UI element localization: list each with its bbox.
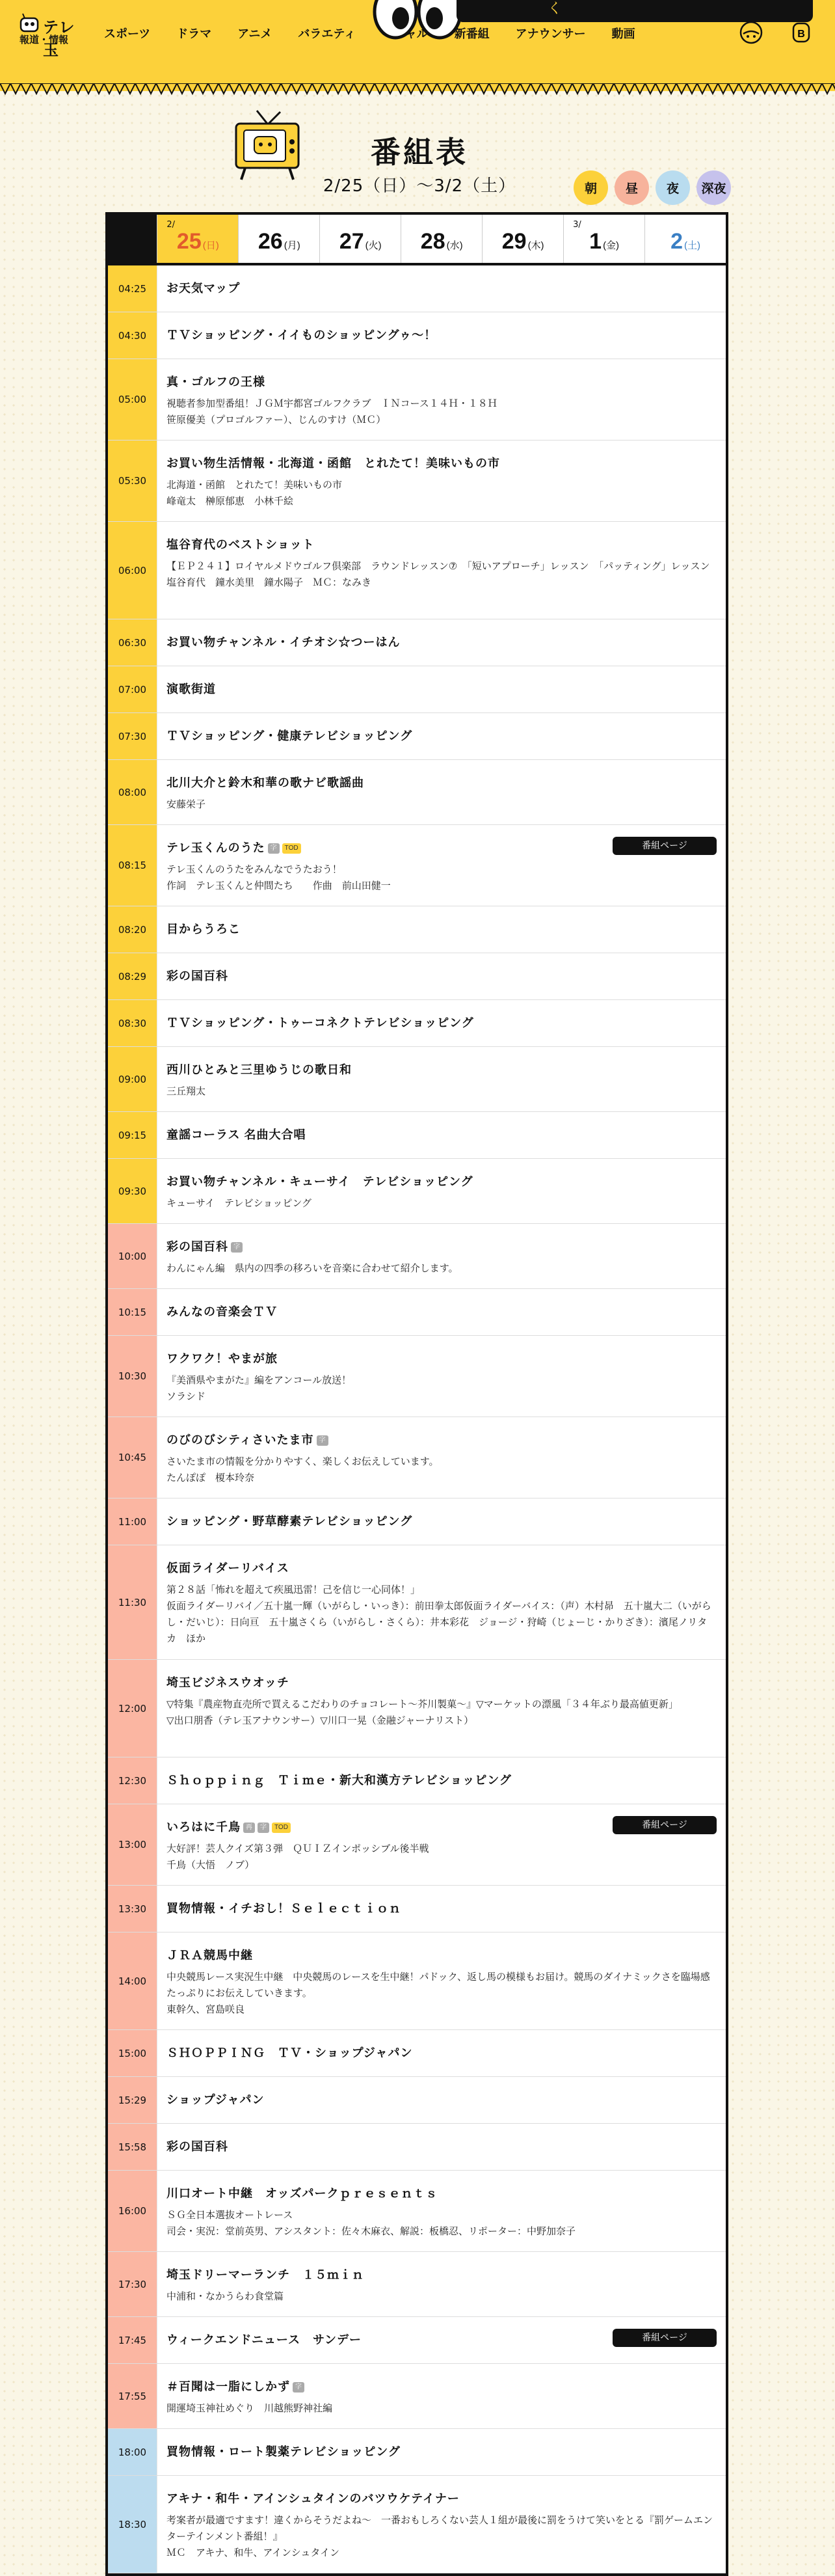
- day-tab[interactable]: [238, 215, 319, 263]
- program-time: 07:30: [108, 713, 157, 759]
- program-row[interactable]: [108, 2077, 726, 2124]
- program-title[interactable]: [166, 1513, 717, 1530]
- program-description-line: ＭＣ アキナ、和牛、アインシュタイン: [166, 2547, 340, 2558]
- program-title[interactable]: [166, 2378, 717, 2395]
- program-title-text[interactable]: 塩谷育代のベストショット: [166, 538, 315, 551]
- day-tab[interactable]: [644, 215, 726, 263]
- program-time: 09:00: [108, 1047, 157, 1111]
- day-tab[interactable]: [401, 215, 482, 263]
- program-title[interactable]: [166, 1061, 717, 1078]
- program-time: 12:30: [108, 1757, 157, 1804]
- program-title-text[interactable]: 童謡コーラス 名曲大合唱: [166, 1128, 306, 1141]
- program-description: [166, 1195, 717, 1212]
- program-info: [157, 2476, 726, 2573]
- program-description-line: 視聴者参加型番組！ＪＧＭ宇都宮ゴルフクラブ ＩＮコース１４Ｈ・１８Ｈ: [166, 398, 497, 409]
- program-info: [157, 2364, 726, 2428]
- program-title-text[interactable]: 彩の国百科: [166, 1240, 228, 1253]
- program-badge: TOD: [282, 843, 301, 854]
- program-info: [157, 2030, 726, 2076]
- program-title-text[interactable]: お天気マップ: [166, 282, 241, 295]
- program-title-text[interactable]: ショッピング・野草酵素テレビショッピング: [166, 1515, 413, 1528]
- nav-item[interactable]: 新番組: [454, 27, 490, 40]
- program-description-line: 【ＥＰ２４１】ロイヤルメドウゴルフ倶楽部 ラウンドレッスン⑦ 「短いアプローチ」レッスン 「パッティング」レッスン: [166, 560, 710, 572]
- program-description: [166, 1969, 717, 2018]
- program-title[interactable]: [166, 280, 717, 297]
- day-tab-weekday: (水): [446, 240, 463, 251]
- program-description-line: 千鳥（大悟 ノブ）: [166, 1859, 255, 1871]
- program-title-text[interactable]: 買物情報・ロート製薬テレビショッピング: [166, 2445, 401, 2458]
- program-title-text[interactable]: ショップジャパン: [166, 2093, 265, 2106]
- program-title-text[interactable]: ＴＶショッピング・健康テレビショッピング: [166, 729, 413, 742]
- program-row[interactable]: [108, 2364, 726, 2429]
- day-tab-day: 29: [501, 229, 527, 254]
- program-info: [157, 953, 726, 999]
- program-time: 08:30: [108, 1000, 157, 1046]
- program-row[interactable]: [108, 1932, 726, 2030]
- program-row[interactable]: [108, 760, 726, 825]
- pill-prev-label[interactable]: く: [548, 1, 563, 17]
- program-description-line: さいたま市の情報を分かりやすく、楽しくお伝えしています。: [166, 1456, 439, 1467]
- header-zigzag-edge: [0, 83, 835, 99]
- program-time: 12:00: [108, 1660, 157, 1757]
- program-time: 15:29: [108, 2077, 157, 2123]
- program-description-line: ▽特集『農産物直売所で買えるこだわりのチョコレート〜芥川製菓〜』▽マーケットの漂風「３４年ぶり最高値更新」: [166, 1698, 678, 1710]
- program-title-text[interactable]: いろはに千鳥: [166, 1821, 241, 1834]
- program-info: [157, 1417, 726, 1498]
- program-time: 06:30: [108, 619, 157, 666]
- header-date-pill[interactable]: [457, 0, 813, 22]
- program-title[interactable]: [166, 327, 717, 344]
- program-description: [166, 558, 717, 591]
- program-title-text[interactable]: お買い物生活情報・北海道・函館 とれたて！美味いもの市: [166, 457, 500, 470]
- program-title[interactable]: [166, 1947, 717, 1964]
- program-time: 17:45: [108, 2317, 157, 2363]
- day-tab-weekday: (土): [684, 240, 701, 251]
- program-list: [108, 265, 726, 2573]
- program-title-text[interactable]: ＪＲＡ競馬中継: [166, 1949, 253, 1962]
- program-info: [157, 1757, 726, 1804]
- program-info: [157, 760, 726, 824]
- program-description-line: 北海道・函館 とれたて！美味いもの市: [166, 479, 343, 491]
- program-row[interactable]: [108, 1336, 726, 1417]
- program-row[interactable]: [108, 312, 726, 359]
- program-info: [157, 1932, 726, 2029]
- program-title-text[interactable]: 真・ゴルフの王様: [166, 375, 265, 388]
- program-title[interactable]: [166, 1560, 717, 1577]
- program-info: [157, 1660, 726, 1757]
- day-tab-date: [645, 229, 726, 254]
- day-tab-month: 3/: [573, 220, 581, 230]
- program-info: [157, 1336, 726, 1417]
- day-tab-weekday: (木): [527, 240, 544, 251]
- program-badge: 字: [317, 1435, 328, 1446]
- time-of-day-button[interactable]: 昼: [615, 170, 649, 205]
- program-description-line: 司会・実況：堂前英男、アシスタント：佐々木麻衣、解説：板橋忍、リポーター：中野加奈子: [166, 2225, 576, 2237]
- nav-item[interactable]: 動画: [611, 27, 635, 40]
- program-time: 05:30: [108, 441, 157, 521]
- program-title[interactable]: [166, 634, 717, 651]
- program-title-text[interactable]: 買物情報・イチおし！Ｓｅｌｅｃｔｉｏｎ: [166, 1902, 401, 1915]
- program-row[interactable]: [108, 1886, 726, 1932]
- program-description: [166, 1372, 717, 1405]
- day-tab-weekday: (金): [603, 240, 620, 251]
- mascot-face-icon[interactable]: [738, 20, 764, 46]
- program-info: [157, 1000, 726, 1046]
- program-page-button[interactable]: 番組ページ: [613, 2329, 717, 2347]
- date-range: 2/25（日）〜3/2（土）: [323, 176, 516, 196]
- day-tab-date: [401, 229, 482, 254]
- program-time: 17:55: [108, 2364, 157, 2428]
- day-tab-date: [320, 229, 401, 254]
- program-time: 14:00: [108, 1932, 157, 2029]
- program-description: [166, 396, 717, 428]
- site-header: [0, 0, 835, 91]
- program-description-line: ▽出口朋香（テレ玉アナウンサー）▽川口一晃（金融ジャーナリスト）: [166, 1715, 474, 1726]
- program-info: [157, 1498, 726, 1545]
- day-tab[interactable]: [319, 215, 401, 263]
- day-tab-month: 2/: [166, 220, 176, 230]
- program-title-text[interactable]: 西川ひとみと三里ゆうじの歌日和: [166, 1063, 352, 1076]
- program-info: [157, 1289, 726, 1335]
- program-row[interactable]: [108, 522, 726, 619]
- day-tab-day: 1: [589, 229, 602, 254]
- program-description-line: 『美酒県やまがた』編をアンコール放送！: [166, 1374, 352, 1386]
- program-badge: 字: [293, 2382, 304, 2393]
- program-title[interactable]: [166, 681, 717, 698]
- program-description-line: テレ玉くんのうたをみんなでうたおう！: [166, 863, 342, 875]
- program-description-line: キューサイ テレビショッピング: [166, 1197, 312, 1209]
- program-title-text[interactable]: ＴＶショッピング・トゥーコネクトテレビショッピング: [166, 1016, 474, 1029]
- program-info: [157, 1224, 726, 1288]
- program-title[interactable]: [166, 774, 717, 791]
- program-title[interactable]: [166, 536, 717, 553]
- program-description-line: 開運埼玉神社めぐり 川越熊野神社編: [166, 2402, 333, 2414]
- program-time: 15:58: [108, 2124, 157, 2170]
- program-info: [157, 359, 726, 440]
- program-page-button[interactable]: 番組ページ: [613, 837, 717, 855]
- program-title[interactable]: [166, 1772, 717, 1789]
- program-info: [157, 2317, 726, 2363]
- program-title[interactable]: [166, 968, 717, 984]
- time-of-day-button[interactable]: 深夜: [696, 170, 731, 205]
- program-time: 08:29: [108, 953, 157, 999]
- program-badge: TOD: [272, 1823, 291, 1833]
- program-description: [166, 1841, 717, 1873]
- program-time: 16:00: [108, 2171, 157, 2251]
- program-time: 09:15: [108, 1112, 157, 1158]
- program-description-line: 作詞 テレ玉くんと仲間たち 作曲 前山田健一: [166, 880, 391, 891]
- program-title-text[interactable]: ＃百聞は一脂にしかず: [166, 2380, 290, 2393]
- program-description-line: 峰竜太 榊原郁恵 小林千絵: [166, 495, 294, 507]
- program-title[interactable]: [166, 727, 717, 744]
- program-title-text[interactable]: 彩の国百科: [166, 2140, 228, 2153]
- nav-item[interactable]: ドラマ: [176, 27, 212, 40]
- program-row[interactable]: [108, 2124, 726, 2171]
- program-description-line: 三丘翔太: [166, 1085, 206, 1097]
- program-time: 13:00: [108, 1804, 157, 1885]
- program-row[interactable]: [108, 441, 726, 522]
- program-description-line: 塩谷育代 鐘水美里 鐘水陽子 ＭＣ：なみき: [166, 576, 372, 588]
- program-row[interactable]: [108, 1804, 726, 1886]
- program-title-text[interactable]: ＴＶショッピング・イイものショッピングゥ〜！: [166, 329, 437, 342]
- program-time: 13:30: [108, 1886, 157, 1932]
- program-title[interactable]: [166, 2443, 717, 2460]
- program-info: [157, 825, 726, 906]
- program-info: [157, 2124, 726, 2170]
- program-row[interactable]: [108, 953, 726, 1000]
- program-row[interactable]: [108, 666, 726, 713]
- program-row[interactable]: [108, 265, 726, 312]
- program-row[interactable]: [108, 906, 726, 953]
- day-tab[interactable]: [482, 215, 563, 263]
- program-info: [157, 312, 726, 359]
- program-description: [166, 1260, 717, 1277]
- program-info: [157, 1886, 726, 1932]
- program-description: [166, 1454, 717, 1486]
- program-row[interactable]: [108, 1417, 726, 1498]
- program-description: [166, 2207, 717, 2240]
- time-of-day-button[interactable]: 夜: [656, 170, 690, 205]
- logo-mascot-icon: [18, 13, 40, 34]
- program-row[interactable]: [108, 1159, 726, 1224]
- program-time: 04:25: [108, 265, 157, 312]
- program-row[interactable]: [108, 1224, 726, 1289]
- nav-item[interactable]: アニメ: [237, 27, 272, 40]
- program-title[interactable]: [166, 373, 717, 390]
- program-time: 09:30: [108, 1159, 157, 1223]
- day-tab-day: 27: [339, 229, 364, 254]
- program-title-text[interactable]: 仮面ライダーリバイス: [166, 1562, 289, 1575]
- program-title[interactable]: [166, 455, 717, 472]
- program-title-text[interactable]: テレ玉くんのうた: [166, 841, 265, 854]
- program-description: [166, 1582, 717, 1647]
- program-row[interactable]: [108, 1660, 726, 1757]
- program-title-text[interactable]: アキナ・和牛・アインシュタインのバツウケテイナー: [166, 2492, 460, 2505]
- program-description-line: ＳＧ全日本選抜オートレース: [166, 2209, 293, 2221]
- program-description-line: 中央競馬レース実況生中継 中央競馬のレースを生中継！パドック、返し馬の模様もお届け。競馬のダイナミックさを臨場感たっぷりにお伝えしていきます。: [166, 1971, 710, 1999]
- day-tab-weekday: (日): [202, 240, 219, 251]
- program-row[interactable]: [108, 2030, 726, 2077]
- program-description: [166, 2400, 717, 2417]
- day-tab-day: 2: [670, 229, 683, 254]
- program-title-text[interactable]: お買い物チャンネル・イチオシ☆つーはん: [166, 636, 401, 649]
- program-time: 11:00: [108, 1498, 157, 1545]
- program-info: [157, 1545, 726, 1659]
- program-title-text[interactable]: ＳＨＯＰＰＩＮＧ ＴＶ・ショップジャパン: [166, 2046, 413, 2059]
- program-title[interactable]: [166, 2044, 717, 2061]
- program-description-line: 仮面ライダーリバイ／五十嵐一輝（いがらし・いっき）：前田拳太郎仮面ライダーバイス：（声）木村昴 五十嵐大二（いがらし・だいじ）：日向亘 五十嵐さくら（いがらし・さくら）：井本彩花 ジョージ・狩崎（じょーじ・かりざき）：濱尾ノリタカ ほか: [166, 1600, 711, 1644]
- program-info: [157, 906, 726, 953]
- svg-text:B: B: [797, 29, 805, 40]
- program-row[interactable]: [108, 359, 726, 441]
- program-title-text[interactable]: ワクワク！やまが旅: [166, 1352, 278, 1365]
- program-info: [157, 2077, 726, 2123]
- logo-text: テレ玉: [43, 19, 75, 59]
- program-info: [157, 522, 726, 619]
- program-title[interactable]: [166, 1238, 717, 1255]
- program-time: 08:15: [108, 825, 157, 906]
- program-row[interactable]: [108, 2252, 726, 2317]
- character-icon[interactable]: [788, 20, 814, 46]
- tv-illustration-icon: [231, 109, 309, 182]
- program-row[interactable]: [108, 2317, 726, 2364]
- program-time: 10:00: [108, 1224, 157, 1288]
- program-info: [157, 1047, 726, 1111]
- program-time: 17:30: [108, 2252, 157, 2316]
- program-description: [166, 1083, 717, 1100]
- day-tab-weekday: (月): [284, 240, 300, 251]
- program-row[interactable]: [108, 1000, 726, 1047]
- day-tab-day: 28: [420, 229, 445, 254]
- program-time: 18:30: [108, 2476, 157, 2573]
- program-time: 07:00: [108, 666, 157, 712]
- program-info: [157, 666, 726, 712]
- program-description: [166, 861, 717, 894]
- nav-item[interactable]: アナウンサー: [515, 27, 586, 40]
- program-info: [157, 2429, 726, 2475]
- program-title[interactable]: [166, 2091, 717, 2108]
- program-description-line: ソラシド: [166, 1390, 206, 1402]
- day-tab-date: [564, 229, 644, 254]
- program-title-text[interactable]: 埼玉ドリーマーランチ １５ｍｉｎ: [166, 2268, 364, 2281]
- program-title-text[interactable]: 北川大介と鈴木和華の歌ナビ歌謡曲: [166, 776, 364, 789]
- program-row[interactable]: [108, 825, 726, 906]
- program-row[interactable]: [108, 1498, 726, 1545]
- program-title[interactable]: [166, 1350, 717, 1367]
- program-row[interactable]: [108, 1112, 726, 1159]
- program-badge: 字: [268, 843, 280, 854]
- program-info: [157, 441, 726, 521]
- program-info: [157, 265, 726, 312]
- program-time: 11:30: [108, 1545, 157, 1659]
- program-description: [166, 2512, 717, 2561]
- program-time: 04:30: [108, 312, 157, 359]
- program-row[interactable]: [108, 619, 726, 666]
- program-info: [157, 1159, 726, 1223]
- program-title-text[interactable]: ウィークエンドニュース サンデー: [166, 2333, 362, 2346]
- day-tab-day: 25: [176, 229, 202, 254]
- program-description-line: 大好評！芸人クイズ第３弾 ＱＵＩＺインポッシブル後半戦: [166, 1843, 429, 1854]
- program-info: [157, 1804, 726, 1885]
- program-title-text[interactable]: お買い物チャンネル・キューサイ テレビショッピング: [166, 1175, 473, 1188]
- program-title-text[interactable]: Ｓｈｏｐｐｉｎｇ Ｔｉｍｅ・新大和漢方テレビショッピング: [166, 1774, 512, 1787]
- program-title[interactable]: [166, 2185, 717, 2202]
- day-tab-date: [239, 229, 319, 254]
- program-title[interactable]: [166, 2266, 717, 2283]
- program-title[interactable]: [166, 1014, 717, 1031]
- program-title[interactable]: [166, 2138, 717, 2155]
- program-title[interactable]: [166, 1900, 717, 1917]
- program-time: 10:45: [108, 1417, 157, 1498]
- program-title[interactable]: [166, 1126, 717, 1143]
- program-badge: 字: [231, 1242, 243, 1253]
- program-title-text[interactable]: 彩の国百科: [166, 969, 228, 983]
- time-of-day-filter: [574, 170, 731, 205]
- day-tab[interactable]: [563, 215, 644, 263]
- site-logo[interactable]: [14, 13, 91, 59]
- page-title: 番組表: [371, 135, 468, 169]
- day-tab-date: [483, 229, 563, 254]
- nav-item[interactable]: スポーツ: [104, 27, 151, 40]
- day-tabs-corner: [108, 215, 157, 263]
- program-row[interactable]: [108, 713, 726, 760]
- program-description-line: 考案者が最適ですます！違くからそうだよね〜 一番おもしろくない芸人１組が最後に罰をうけて笑いをとる『罰ゲームエンターテインメント番組！』: [166, 2514, 713, 2542]
- program-title-text[interactable]: 演歌街道: [166, 683, 216, 696]
- program-info: [157, 619, 726, 666]
- program-title[interactable]: [166, 921, 717, 938]
- program-description: [166, 2288, 717, 2305]
- program-title[interactable]: [166, 1431, 717, 1448]
- program-description-line: 東幹久、宮島咲良: [166, 2003, 245, 2015]
- program-time: 05:00: [108, 359, 157, 440]
- program-info: [157, 2171, 726, 2251]
- program-title-text[interactable]: 川口オート中継 オッズパークｐｒｅｓｅｎｔｓ: [166, 2187, 438, 2200]
- day-tab-day: 26: [258, 229, 283, 254]
- program-title[interactable]: [166, 1173, 717, 1190]
- program-description-line: 安藤栄子: [166, 798, 206, 810]
- program-title-text[interactable]: 目からうろこ: [166, 923, 241, 936]
- program-time: 10:30: [108, 1336, 157, 1417]
- program-description-line: 第２８話「怖れを超えて疾風迅雷！己を信じ一心同体！」: [166, 1584, 421, 1595]
- program-time: 08:20: [108, 906, 157, 953]
- program-description: [166, 477, 717, 509]
- program-description-line: たんぽぽ 榎本玲奈: [166, 1472, 255, 1484]
- program-description: [166, 796, 717, 813]
- program-time: 10:15: [108, 1289, 157, 1335]
- program-page-button[interactable]: 番組ページ: [613, 1816, 717, 1834]
- program-row[interactable]: [108, 1757, 726, 1804]
- program-info: [157, 2252, 726, 2316]
- program-title-text[interactable]: みんなの音楽会ＴＶ: [166, 1305, 278, 1318]
- mascot-eyes-icon: [372, 0, 463, 40]
- program-row[interactable]: [108, 2429, 726, 2476]
- program-badge: 字: [258, 1823, 269, 1833]
- program-time: 15:00: [108, 2030, 157, 2076]
- program-info: [157, 713, 726, 759]
- program-description-line: 笹原優美（プロゴルファー）、じんのすけ（ＭＣ）: [166, 414, 386, 426]
- program-row[interactable]: [108, 2476, 726, 2573]
- program-title[interactable]: [166, 1303, 717, 1320]
- day-tab-weekday: (火): [365, 240, 382, 251]
- time-of-day-button[interactable]: 朝: [574, 170, 608, 205]
- program-row[interactable]: [108, 1047, 726, 1112]
- day-tab-date: [157, 229, 238, 254]
- logo-subtext: 報道・情報: [20, 34, 69, 46]
- program-time: 18:00: [108, 2429, 157, 2475]
- program-time: 08:00: [108, 760, 157, 824]
- program-title-text[interactable]: のびのびシティさいたま市: [166, 1433, 314, 1446]
- program-row[interactable]: [108, 1545, 726, 1660]
- program-row[interactable]: [108, 2171, 726, 2252]
- program-description: [166, 1696, 717, 1729]
- program-time: 06:00: [108, 522, 157, 619]
- program-info: [157, 1112, 726, 1158]
- program-description-line: わんにゃん編 県内の四季の移ろいを音楽に合わせて紹介します。: [166, 1262, 458, 1274]
- day-tabs: [108, 215, 726, 265]
- program-title[interactable]: [166, 1674, 717, 1691]
- program-description-line: 中浦和・なかうらわ食堂篇: [166, 2290, 284, 2302]
- day-tab[interactable]: [157, 215, 238, 263]
- program-badge: 再: [243, 1823, 255, 1833]
- program-row[interactable]: [108, 1289, 726, 1336]
- program-title[interactable]: [166, 2490, 717, 2507]
- program-schedule: [105, 212, 728, 2576]
- nav-item[interactable]: バラエティ: [298, 27, 356, 40]
- program-title-text[interactable]: 埼玉ビジネスウオッチ: [166, 1676, 289, 1689]
